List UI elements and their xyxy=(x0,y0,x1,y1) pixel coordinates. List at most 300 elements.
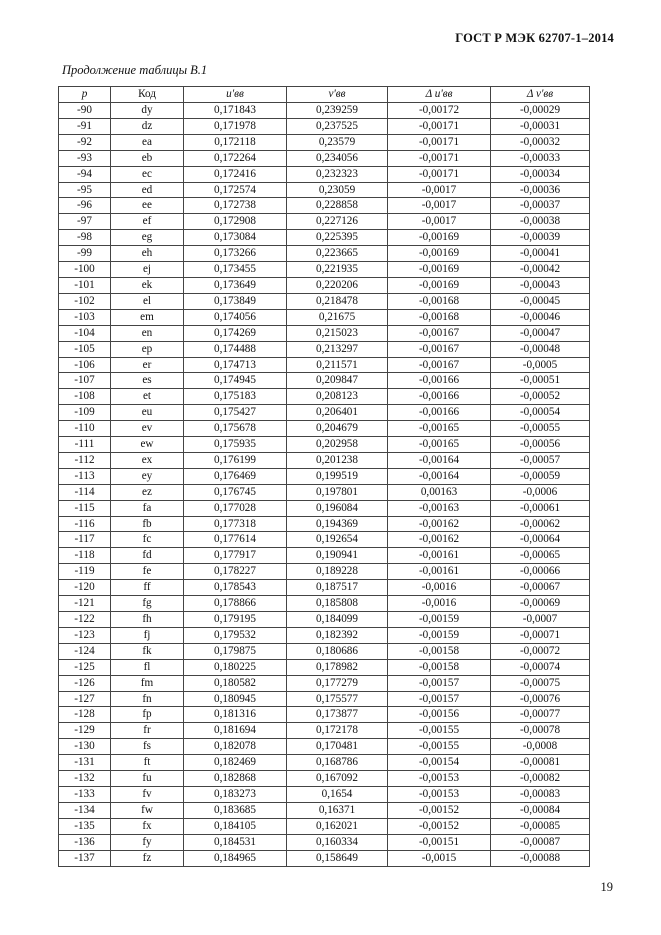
cell-v: 0,190941 xyxy=(287,548,388,564)
cell-code: eu xyxy=(111,405,184,421)
cell-delta-v: -0,00078 xyxy=(491,723,590,739)
table-row xyxy=(59,548,590,564)
table-row xyxy=(59,468,590,484)
cell-v: 0,206401 xyxy=(287,405,388,421)
table-row xyxy=(59,723,590,739)
cell-p: -137 xyxy=(59,850,111,866)
cell-u: 0,174269 xyxy=(184,325,287,341)
cell-u: 0,175183 xyxy=(184,389,287,405)
cell-p: -113 xyxy=(59,468,111,484)
cell-delta-v: -0,00061 xyxy=(491,500,590,516)
cell-delta-v: -0,00052 xyxy=(491,389,590,405)
cell-v: 0,220206 xyxy=(287,277,388,293)
cell-p: -97 xyxy=(59,214,111,230)
cell-v: 0,204679 xyxy=(287,421,388,437)
cell-u: 0,177028 xyxy=(184,500,287,516)
cell-u: 0,176199 xyxy=(184,452,287,468)
cell-v: 0,172178 xyxy=(287,723,388,739)
table-row xyxy=(59,580,590,596)
cell-v: 0,162021 xyxy=(287,818,388,834)
cell-delta-v: -0,00037 xyxy=(491,198,590,214)
cell-code: fu xyxy=(111,771,184,787)
cell-delta-v: -0,00081 xyxy=(491,755,590,771)
table-row xyxy=(59,771,590,787)
table-row xyxy=(59,246,590,262)
cell-code: fe xyxy=(111,564,184,580)
cell-u: 0,172574 xyxy=(184,182,287,198)
cell-delta-u: -0,00171 xyxy=(388,134,491,150)
cell-code: fn xyxy=(111,691,184,707)
cell-p: -90 xyxy=(59,103,111,119)
cell-code: eh xyxy=(111,246,184,262)
cell-p: -114 xyxy=(59,484,111,500)
cell-v: 0,158649 xyxy=(287,850,388,866)
cell-v: 0,182392 xyxy=(287,627,388,643)
cell-code: ez xyxy=(111,484,184,500)
cell-code: en xyxy=(111,325,184,341)
cell-delta-v: -0,00055 xyxy=(491,421,590,437)
cell-p: -98 xyxy=(59,230,111,246)
cell-u: 0,181316 xyxy=(184,707,287,723)
cell-delta-v: -0,00071 xyxy=(491,627,590,643)
cell-v: 0,213297 xyxy=(287,341,388,357)
cell-code: eb xyxy=(111,150,184,166)
cell-v: 0,196084 xyxy=(287,500,388,516)
cell-delta-u: -0,00171 xyxy=(388,150,491,166)
table-row xyxy=(59,421,590,437)
cell-v: 0,227126 xyxy=(287,214,388,230)
cell-v: 0,209847 xyxy=(287,373,388,389)
cell-delta-u: -0,00158 xyxy=(388,643,491,659)
cell-u: 0,173266 xyxy=(184,246,287,262)
cell-p: -95 xyxy=(59,182,111,198)
cell-u: 0,179875 xyxy=(184,643,287,659)
cell-delta-u: -0,00151 xyxy=(388,834,491,850)
table-row xyxy=(59,373,590,389)
table-row xyxy=(59,214,590,230)
cell-code: fp xyxy=(111,707,184,723)
cell-p: -118 xyxy=(59,548,111,564)
table-row xyxy=(59,230,590,246)
cell-delta-u: -0,00159 xyxy=(388,612,491,628)
cell-delta-v: -0,00067 xyxy=(491,580,590,596)
table-body xyxy=(59,103,590,867)
cell-code: ev xyxy=(111,421,184,437)
cell-delta-v: -0,00084 xyxy=(491,802,590,818)
cell-delta-u: -0,00171 xyxy=(388,118,491,134)
cell-v: 0,197801 xyxy=(287,484,388,500)
cell-delta-v: -0,00034 xyxy=(491,166,590,182)
cell-v: 0,160334 xyxy=(287,834,388,850)
cell-delta-u: -0,00166 xyxy=(388,405,491,421)
column-header-delta-v: Δ v'вв xyxy=(491,87,590,103)
table-row xyxy=(59,277,590,293)
cell-u: 0,175935 xyxy=(184,437,287,453)
cell-code: fs xyxy=(111,739,184,755)
cell-code: et xyxy=(111,389,184,405)
cell-delta-v: -0,00051 xyxy=(491,373,590,389)
cell-u: 0,184531 xyxy=(184,834,287,850)
cell-delta-v: -0,00076 xyxy=(491,691,590,707)
cell-delta-u: -0,00165 xyxy=(388,437,491,453)
table-row xyxy=(59,675,590,691)
cell-v: 0,185808 xyxy=(287,596,388,612)
table-row xyxy=(59,786,590,802)
cell-u: 0,174488 xyxy=(184,341,287,357)
cell-u: 0,172416 xyxy=(184,166,287,182)
cell-code: fd xyxy=(111,548,184,564)
cell-delta-u: -0,00155 xyxy=(388,723,491,739)
cell-u: 0,184105 xyxy=(184,818,287,834)
cell-delta-v: -0,00031 xyxy=(491,118,590,134)
cell-p: -131 xyxy=(59,755,111,771)
cell-delta-u: -0,00169 xyxy=(388,246,491,262)
cell-delta-u: -0,00166 xyxy=(388,389,491,405)
cell-code: fj xyxy=(111,627,184,643)
cell-u: 0,172264 xyxy=(184,150,287,166)
cell-delta-u: -0,00166 xyxy=(388,373,491,389)
cell-p: -106 xyxy=(59,357,111,373)
cell-delta-u: -0,0017 xyxy=(388,198,491,214)
table-row xyxy=(59,802,590,818)
cell-delta-v: -0,00062 xyxy=(491,516,590,532)
cell-delta-u: -0,00161 xyxy=(388,548,491,564)
table-row xyxy=(59,341,590,357)
cell-v: 0,202958 xyxy=(287,437,388,453)
cell-v: 0,16371 xyxy=(287,802,388,818)
cell-delta-v: -0,00032 xyxy=(491,134,590,150)
cell-u: 0,180582 xyxy=(184,675,287,691)
cell-delta-u: -0,00152 xyxy=(388,818,491,834)
table-row xyxy=(59,389,590,405)
cell-code: eg xyxy=(111,230,184,246)
table-row xyxy=(59,150,590,166)
cell-delta-v: -0,00083 xyxy=(491,786,590,802)
cell-u: 0,173649 xyxy=(184,277,287,293)
cell-p: -103 xyxy=(59,309,111,325)
cell-u: 0,177917 xyxy=(184,548,287,564)
cell-code: fl xyxy=(111,659,184,675)
cell-u: 0,177318 xyxy=(184,516,287,532)
cell-code: es xyxy=(111,373,184,389)
cell-code: fx xyxy=(111,818,184,834)
cell-p: -99 xyxy=(59,246,111,262)
cell-p: -136 xyxy=(59,834,111,850)
cell-code: ec xyxy=(111,166,184,182)
cell-u: 0,172118 xyxy=(184,134,287,150)
cell-delta-u: -0,00165 xyxy=(388,421,491,437)
cell-delta-u: -0,00156 xyxy=(388,707,491,723)
chromaticity-table xyxy=(58,86,590,867)
cell-delta-v: -0,00041 xyxy=(491,246,590,262)
cell-p: -124 xyxy=(59,643,111,659)
cell-code: ea xyxy=(111,134,184,150)
cell-code: ex xyxy=(111,452,184,468)
table-row xyxy=(59,182,590,198)
cell-delta-u: -0,00169 xyxy=(388,262,491,278)
table-caption: Продолжение таблицы В.1 xyxy=(62,63,208,77)
cell-delta-v: -0,00077 xyxy=(491,707,590,723)
cell-code: fw xyxy=(111,802,184,818)
cell-delta-v: -0,00045 xyxy=(491,293,590,309)
cell-u: 0,175427 xyxy=(184,405,287,421)
cell-v: 0,178982 xyxy=(287,659,388,675)
table-row xyxy=(59,437,590,453)
table-row xyxy=(59,309,590,325)
cell-delta-v: -0,00038 xyxy=(491,214,590,230)
cell-delta-u: -0,00163 xyxy=(388,500,491,516)
cell-v: 0,211571 xyxy=(287,357,388,373)
cell-delta-u: -0,00152 xyxy=(388,802,491,818)
cell-delta-v: -0,0007 xyxy=(491,612,590,628)
cell-code: ep xyxy=(111,341,184,357)
cell-u: 0,178227 xyxy=(184,564,287,580)
table-row xyxy=(59,596,590,612)
cell-u: 0,176745 xyxy=(184,484,287,500)
cell-code: ed xyxy=(111,182,184,198)
table-header xyxy=(59,87,590,103)
cell-p: -107 xyxy=(59,373,111,389)
cell-u: 0,174056 xyxy=(184,309,287,325)
cell-p: -104 xyxy=(59,325,111,341)
cell-p: -126 xyxy=(59,675,111,691)
table-row xyxy=(59,293,590,309)
column-header-p: p xyxy=(59,87,111,103)
cell-v: 0,187517 xyxy=(287,580,388,596)
cell-u: 0,183685 xyxy=(184,802,287,818)
cell-v: 0,175577 xyxy=(287,691,388,707)
cell-delta-u: -0,00158 xyxy=(388,659,491,675)
cell-code: fr xyxy=(111,723,184,739)
cell-u: 0,176469 xyxy=(184,468,287,484)
cell-v: 0,21675 xyxy=(287,309,388,325)
column-header-v: v'вв xyxy=(287,87,388,103)
cell-p: -115 xyxy=(59,500,111,516)
table-row xyxy=(59,134,590,150)
cell-p: -100 xyxy=(59,262,111,278)
cell-v: 0,234056 xyxy=(287,150,388,166)
cell-code: ff xyxy=(111,580,184,596)
cell-p: -134 xyxy=(59,802,111,818)
cell-p: -93 xyxy=(59,150,111,166)
cell-code: fg xyxy=(111,596,184,612)
cell-u: 0,179195 xyxy=(184,612,287,628)
table-row xyxy=(59,452,590,468)
cell-delta-v: -0,00033 xyxy=(491,150,590,166)
cell-u: 0,182868 xyxy=(184,771,287,787)
cell-v: 0,192654 xyxy=(287,532,388,548)
cell-p: -123 xyxy=(59,627,111,643)
cell-code: ey xyxy=(111,468,184,484)
cell-u: 0,171843 xyxy=(184,103,287,119)
cell-u: 0,180945 xyxy=(184,691,287,707)
cell-code: fh xyxy=(111,612,184,628)
document-code-header: ГОСТ Р МЭК 62707-1–2014 xyxy=(455,31,614,45)
cell-delta-v: -0,00036 xyxy=(491,182,590,198)
table-row xyxy=(59,103,590,119)
cell-p: -120 xyxy=(59,580,111,596)
cell-delta-u: -0,00162 xyxy=(388,532,491,548)
cell-delta-u: -0,0016 xyxy=(388,596,491,612)
cell-delta-u: -0,00153 xyxy=(388,786,491,802)
cell-p: -135 xyxy=(59,818,111,834)
cell-code: fv xyxy=(111,786,184,802)
cell-code: el xyxy=(111,293,184,309)
column-header-delta-u: Δ u'вв xyxy=(388,87,491,103)
cell-v: 0,199519 xyxy=(287,468,388,484)
cell-p: -91 xyxy=(59,118,111,134)
cell-p: -127 xyxy=(59,691,111,707)
table-row xyxy=(59,643,590,659)
cell-delta-v: -0,00048 xyxy=(491,341,590,357)
cell-code: ej xyxy=(111,262,184,278)
cell-delta-v: -0,0008 xyxy=(491,739,590,755)
cell-code: ek xyxy=(111,277,184,293)
cell-u: 0,173084 xyxy=(184,230,287,246)
cell-code: ew xyxy=(111,437,184,453)
cell-code: er xyxy=(111,357,184,373)
cell-delta-u: -0,00172 xyxy=(388,103,491,119)
cell-code: dz xyxy=(111,118,184,134)
cell-delta-u: -0,00171 xyxy=(388,166,491,182)
cell-delta-u: -0,00167 xyxy=(388,357,491,373)
cell-v: 0,228858 xyxy=(287,198,388,214)
cell-delta-v: -0,00072 xyxy=(491,643,590,659)
table-row xyxy=(59,659,590,675)
cell-p: -112 xyxy=(59,452,111,468)
cell-v: 0,239259 xyxy=(287,103,388,119)
cell-u: 0,181694 xyxy=(184,723,287,739)
cell-p: -101 xyxy=(59,277,111,293)
cell-v: 0,237525 xyxy=(287,118,388,134)
cell-delta-v: -0,00085 xyxy=(491,818,590,834)
cell-delta-v: -0,00056 xyxy=(491,437,590,453)
cell-delta-u: -0,00164 xyxy=(388,468,491,484)
cell-p: -116 xyxy=(59,516,111,532)
cell-delta-v: -0,00064 xyxy=(491,532,590,548)
table-row xyxy=(59,532,590,548)
cell-delta-u: -0,0015 xyxy=(388,850,491,866)
cell-delta-u: -0,00168 xyxy=(388,293,491,309)
cell-delta-u: 0,00163 xyxy=(388,484,491,500)
cell-u: 0,174945 xyxy=(184,373,287,389)
cell-delta-v: -0,00042 xyxy=(491,262,590,278)
cell-delta-u: -0,00159 xyxy=(388,627,491,643)
cell-delta-v: -0,00047 xyxy=(491,325,590,341)
cell-v: 0,218478 xyxy=(287,293,388,309)
cell-delta-v: -0,0005 xyxy=(491,357,590,373)
cell-u: 0,171978 xyxy=(184,118,287,134)
cell-code: ft xyxy=(111,755,184,771)
cell-p: -117 xyxy=(59,532,111,548)
cell-delta-u: -0,00161 xyxy=(388,564,491,580)
cell-delta-v: -0,00075 xyxy=(491,675,590,691)
cell-delta-v: -0,00088 xyxy=(491,850,590,866)
cell-code: fy xyxy=(111,834,184,850)
cell-v: 0,215023 xyxy=(287,325,388,341)
cell-u: 0,180225 xyxy=(184,659,287,675)
cell-code: fk xyxy=(111,643,184,659)
cell-p: -119 xyxy=(59,564,111,580)
cell-p: -132 xyxy=(59,771,111,787)
cell-code: dy xyxy=(111,103,184,119)
cell-p: -92 xyxy=(59,134,111,150)
cell-v: 0,170481 xyxy=(287,739,388,755)
cell-p: -105 xyxy=(59,341,111,357)
cell-code: fm xyxy=(111,675,184,691)
cell-code: fc xyxy=(111,532,184,548)
table-row xyxy=(59,325,590,341)
cell-v: 0,173877 xyxy=(287,707,388,723)
table-row xyxy=(59,707,590,723)
cell-v: 0,23059 xyxy=(287,182,388,198)
cell-u: 0,179532 xyxy=(184,627,287,643)
cell-delta-u: -0,00169 xyxy=(388,277,491,293)
cell-delta-u: -0,0016 xyxy=(388,580,491,596)
cell-u: 0,174713 xyxy=(184,357,287,373)
cell-p: -108 xyxy=(59,389,111,405)
cell-delta-v: -0,00039 xyxy=(491,230,590,246)
cell-p: -109 xyxy=(59,405,111,421)
cell-delta-u: -0,0017 xyxy=(388,214,491,230)
table-row xyxy=(59,516,590,532)
cell-code: fa xyxy=(111,500,184,516)
table-row xyxy=(59,691,590,707)
cell-delta-v: -0,00059 xyxy=(491,468,590,484)
header-row xyxy=(59,87,590,103)
cell-delta-v: -0,00057 xyxy=(491,452,590,468)
cell-delta-u: -0,00169 xyxy=(388,230,491,246)
table-row xyxy=(59,405,590,421)
cell-delta-v: -0,00082 xyxy=(491,771,590,787)
cell-u: 0,177614 xyxy=(184,532,287,548)
cell-p: -128 xyxy=(59,707,111,723)
cell-code: ef xyxy=(111,214,184,230)
cell-u: 0,178866 xyxy=(184,596,287,612)
cell-delta-u: -0,00168 xyxy=(388,309,491,325)
cell-code: ee xyxy=(111,198,184,214)
cell-v: 0,180686 xyxy=(287,643,388,659)
cell-delta-u: -0,00167 xyxy=(388,341,491,357)
cell-p: -122 xyxy=(59,612,111,628)
table-row xyxy=(59,166,590,182)
cell-delta-u: -0,00164 xyxy=(388,452,491,468)
cell-v: 0,1654 xyxy=(287,786,388,802)
table-row xyxy=(59,484,590,500)
column-header-u: u'вв xyxy=(184,87,287,103)
cell-p: -129 xyxy=(59,723,111,739)
cell-u: 0,172908 xyxy=(184,214,287,230)
table-row xyxy=(59,262,590,278)
cell-code: fb xyxy=(111,516,184,532)
cell-code: em xyxy=(111,309,184,325)
cell-delta-u: -0,00153 xyxy=(388,771,491,787)
table-row xyxy=(59,834,590,850)
cell-u: 0,172738 xyxy=(184,198,287,214)
cell-delta-v: -0,00029 xyxy=(491,103,590,119)
cell-delta-v: -0,00043 xyxy=(491,277,590,293)
cell-delta-v: -0,00065 xyxy=(491,548,590,564)
cell-v: 0,208123 xyxy=(287,389,388,405)
cell-p: -110 xyxy=(59,421,111,437)
table-row xyxy=(59,627,590,643)
cell-p: -94 xyxy=(59,166,111,182)
cell-delta-u: -0,00162 xyxy=(388,516,491,532)
table-row xyxy=(59,198,590,214)
cell-v: 0,167092 xyxy=(287,771,388,787)
cell-p: -111 xyxy=(59,437,111,453)
table-row xyxy=(59,612,590,628)
